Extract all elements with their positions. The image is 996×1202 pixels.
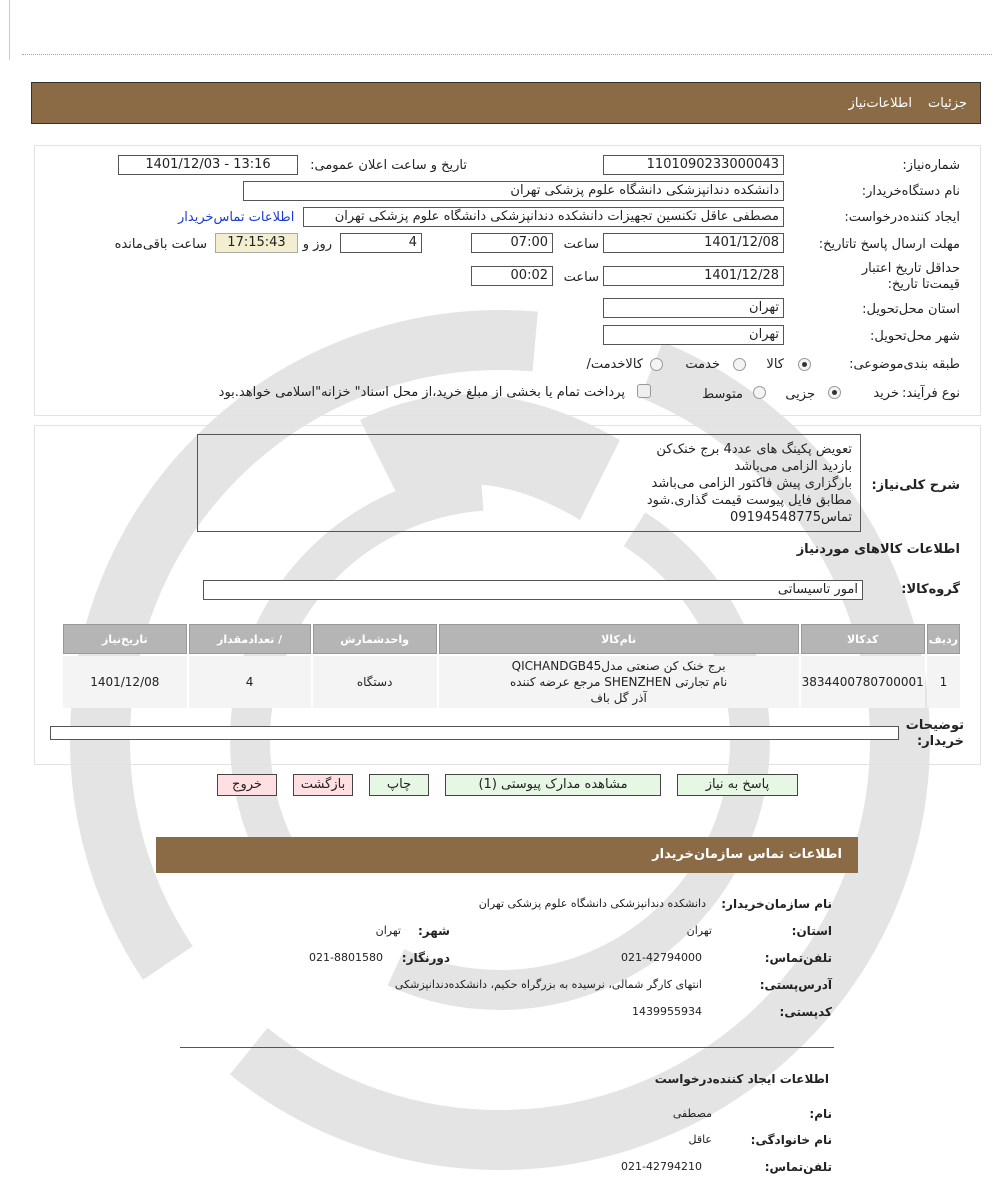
col-unit: واحدشمارش [313,624,437,654]
col-name: نام‌کالا [439,624,799,654]
goods-group-field: امور تاسیساتی [203,580,863,600]
buyer-org-field: دانشکده دندانپزشکی دانشگاه علوم پزشکی تهران [243,181,784,201]
category-goods-radio[interactable] [798,358,811,371]
back-button[interactable]: بازگشت [293,774,353,796]
cell-name [439,656,799,708]
validity-label: حداقل تاریخ اعتبار قیمت‌تا تاریخ: [861,261,960,292]
creator-label: ایجاد کننده‌درخواست: [844,210,960,225]
description-line: بازدید الزامی می‌باشد [734,459,852,474]
goods-table [61,622,962,710]
creator-family-value: عاقل [688,1133,712,1146]
cell-row: 1 [927,656,960,708]
contact-divider [180,1047,834,1048]
print-button[interactable]: چاپ [369,774,429,796]
process-medium-label: متوسط [702,387,743,402]
cell-name-line: نام تجارتی SHENZHEN مرجع عرضه کننده [510,675,728,689]
contact-fax-value: 021-8801580 [309,951,383,964]
validity-time-label: ساعت [563,270,599,285]
deadline-date-field: 1401/12/08 [603,233,784,253]
description-line: بارگزاری پیش فاکتور الزامی می‌باشد [651,476,852,491]
contact-org-label: نام سازمان‌خریدار: [721,897,832,911]
treasury-payment-note: پرداخت تمام یا بخشی از مبلغ خرید،از محل اسناد" خزانه"اسلامی خواهد.بود [218,385,625,400]
creator-family-label: نام خانوادگی: [750,1133,832,1147]
cell-unit: دستگاه [313,656,437,708]
announce-label: تاریخ و ساعت اعلان عمومی: [310,158,467,173]
contact-city-label: شهر: [418,924,450,938]
days-field: 4 [340,233,422,253]
deadline-label: مهلت ارسال پاسخ تا‌تاریخ: [818,237,960,252]
buyer-notes-label: توضیحات خریدار: [905,718,964,749]
contact-province-label: استان: [791,924,832,938]
process-minor-radio[interactable] [828,386,841,399]
validity-time-field: 00:02 [471,266,553,286]
deadline-time-field: 07:00 [471,233,553,253]
header-bar [31,82,981,124]
creator-phone-label: تلفن‌تماس: [764,1160,832,1174]
top-dotted-separator [22,54,992,55]
tab-need-info[interactable]: اطلاعات‌نیاز [848,96,912,111]
left-border-line [9,0,10,60]
description-box [197,434,861,532]
description-label: شرح کلی‌نیاز: [871,478,960,493]
contact-address-value: انتهای کارگر شمالی، نرسیده به بزرگراه حکیم، دانشکده‌دندانپزشکی [394,978,702,991]
table-row [63,656,960,708]
deadline-time-label: ساعت [563,237,599,252]
contact-fax-label: دورنگار: [401,951,450,965]
process-label: نوع فرآیند: [902,386,960,401]
view-attachments-button[interactable]: مشاهده مدارک پیوستی (1) [445,774,661,796]
validity-date-field: 1401/12/28 [603,266,784,286]
creator-phone-value: 021-42794210 [621,1160,702,1173]
contact-section-bar [156,837,858,873]
contact-postal-label: کد‌پستی: [779,1005,832,1019]
days-label: روز و [302,237,332,252]
province-label: استان محل‌تحویل: [862,302,960,317]
process-medium-radio[interactable] [753,386,766,399]
province-field: تهران [603,298,784,318]
cell-code: 3834400780700001 [801,656,925,708]
tab-details[interactable]: جزئیات [928,96,967,111]
category-goods-service-radio[interactable] [650,358,663,371]
description-line: تماس09194548775 [730,510,852,525]
col-date: تاریخ‌نیاز [63,624,187,654]
buyer-contact-link[interactable]: اطلاعات تماس‌خریدار [178,210,295,225]
need-number-field: 1101090233000043 [603,155,784,175]
creator-name-value: مصطفی [672,1107,712,1120]
need-number-label: شماره‌نیاز: [902,158,960,173]
buyer-org-label: نام دستگاه‌خریدار: [861,184,960,199]
col-row: ردیف [927,624,960,654]
goods-section-title: اطلاعات کالاهای موردنیاز [796,542,960,557]
contact-phone-value: 021-42794000 [621,951,702,964]
contact-section-title: اطلاعات تماس سازمان‌خریدار [652,847,842,862]
creator-name-label: نام: [809,1107,832,1121]
cell-name-line: برج خنک کن صنعتی مدلQICHANDGB45 [511,659,726,673]
cell-name-line: آذر گل باف [590,691,647,705]
goods-table-header [63,624,960,654]
city-field: تهران [603,325,784,345]
contact-province-value: تهران [686,924,712,937]
category-goods-service-label: کالا‌خدمت/ [586,357,643,372]
treasury-payment-checkbox[interactable] [637,384,651,398]
announce-field: 1401/12/03 - 13:16 [118,155,298,175]
category-service-radio[interactable] [733,358,746,371]
contact-postal-value: 1439955934 [632,1005,702,1018]
process-buy-label: خرید [873,386,899,401]
col-qty: / تعدادمقدار [189,624,311,654]
buyer-notes-field [50,726,899,740]
creator-info-title: اطلاعات ایجاد کننده‌درخواست [654,1072,829,1086]
col-code: کدکالا [801,624,925,654]
description-line: تعویض پکینگ های عدد4 برج خنک‌کن [656,442,852,457]
remaining-time-label: ساعت باقی‌مانده [114,237,207,252]
category-service-label: خدمت [685,357,720,372]
contact-city-value: تهران [375,924,401,937]
city-label: شهر محل‌تحویل: [870,329,960,344]
exit-button[interactable]: خروج [217,774,277,796]
contact-phone-label: تلفن‌تماس: [764,951,832,965]
description-line: مطابق فایل پیوست قیمت گذاری.شود [646,493,852,508]
category-label: طبقه بندی‌موضوعی: [849,357,960,372]
contact-org-value: دانشکده دندانپزشکی دانشگاه علوم پزشکی تهران [478,897,706,910]
remaining-time-display: 17:15:43 [215,233,298,253]
cell-qty: 4 [189,656,311,708]
contact-address-label: آدرس‌پستی: [759,978,832,992]
creator-field: مصطفی عاقل تکنسین تجهیزات دانشکده دندانپزشکی دانشگاه علوم پزشکی تهران [303,207,784,227]
process-minor-label: جزیی [785,387,815,402]
cell-date: 1401/12/08 [63,656,187,708]
reply-button[interactable]: پاسخ به نیاز [677,774,798,796]
goods-group-label: گروه‌کالا: [901,582,960,597]
category-goods-label: کالا [766,357,784,372]
